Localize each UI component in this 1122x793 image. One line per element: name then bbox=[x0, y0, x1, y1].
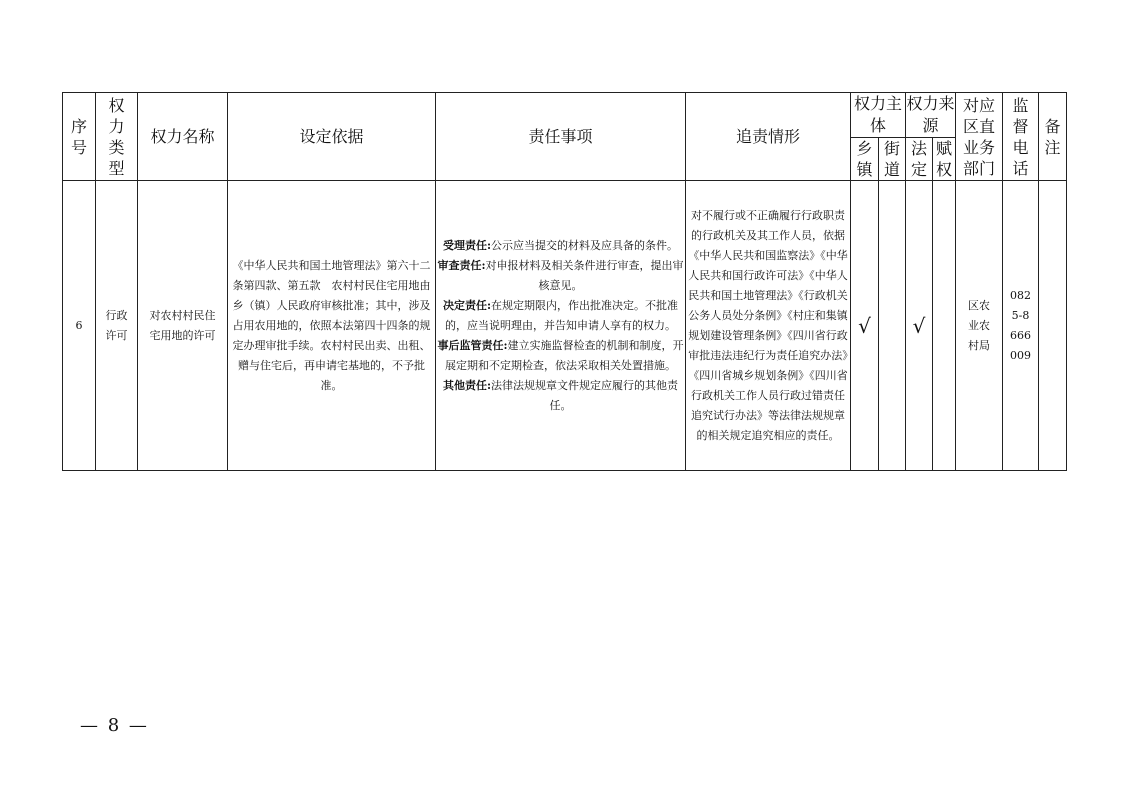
header-dept: 对应 区直 业务 部门 bbox=[956, 93, 1003, 181]
row-type: 行政 许可 bbox=[96, 181, 138, 471]
duty-item: 审查责任:对申报材料及相关条件进行审查，提出审核意见。 bbox=[437, 258, 684, 292]
header-type: 权 力 类 型 bbox=[96, 93, 138, 181]
header-name: 权力名称 bbox=[138, 93, 228, 181]
header-township: 乡 镇 bbox=[851, 138, 879, 181]
page-number: — 8 — bbox=[80, 715, 149, 736]
header-duty: 责任事项 bbox=[436, 93, 686, 181]
header-statutory: 法 定 bbox=[906, 138, 933, 181]
row-phone: 082 5-8 666 009 bbox=[1003, 181, 1039, 471]
row-name: 对农村村民住 宅用地的许可 bbox=[138, 181, 228, 471]
row-statutory-check: √ bbox=[906, 181, 933, 471]
row-remark bbox=[1039, 181, 1067, 471]
header-empowered: 赋 权 bbox=[933, 138, 956, 181]
row-duties bbox=[436, 181, 686, 471]
header-seq: 序 号 bbox=[63, 93, 96, 181]
table-row bbox=[63, 181, 1067, 471]
header-accountability: 追责情形 bbox=[686, 93, 851, 181]
row-accountability: 对不履行或不正确履行行政职责的行政机关及其工作人员，依据《中华人民共和国监察法》《中华人民共和国行政许可法》《中华人民共和国土地管理法》《行政机关公务人员处分条例》《村庄和集镇规划建设管理条例》《四川省行政审批违法违纪行为责任追究办法》《四川省城乡规划条例》《四川省行政机关工作人员行政过错责任追究试行办法》等法律法规规章的相关规定追究相应的责任。 bbox=[686, 181, 851, 471]
header-subject: 权力主体 bbox=[851, 93, 906, 138]
header-street: 街 道 bbox=[879, 138, 906, 181]
header-phone: 监 督 电 话 bbox=[1003, 93, 1039, 181]
header-remark: 备 注 bbox=[1039, 93, 1067, 181]
header-source: 权力来源 bbox=[906, 93, 956, 138]
duty-item: 其他责任:法律法规规章文件规定应履行的其他责任。 bbox=[442, 378, 679, 412]
row-dept: 区农 业农 村局 bbox=[956, 181, 1003, 471]
row-street-check bbox=[879, 181, 906, 471]
row-seq: 6 bbox=[63, 181, 96, 471]
header-basis: 设定依据 bbox=[228, 93, 436, 181]
duty-item: 决定责任:在规定期限内，作出批准决定。不批准的，应当说明理由，并告知申请人享有的权力。 bbox=[442, 298, 679, 332]
row-basis: 《中华人民共和国土地管理法》第六十二条第四款、第五款 农村村民住宅用地由乡（镇）人民政府审核批准；其中，涉及占用农用地的，依照本法第四十四条的规定办理审批手续。农村村民出卖、出租、赠与住宅后，再申请宅基地的，不予批准。 bbox=[228, 181, 436, 471]
row-township-check: √ bbox=[851, 181, 879, 471]
power-list-table bbox=[62, 92, 1067, 471]
duty-item: 事后监管责任:建立实施监督检查的机制和制度，开展定期和不定期检查，依法采取相关处置措施。 bbox=[437, 338, 684, 372]
duty-item: 受理责任:公示应当提交的材料及应具备的条件。 bbox=[442, 238, 679, 252]
row-empowered-check bbox=[933, 181, 956, 471]
